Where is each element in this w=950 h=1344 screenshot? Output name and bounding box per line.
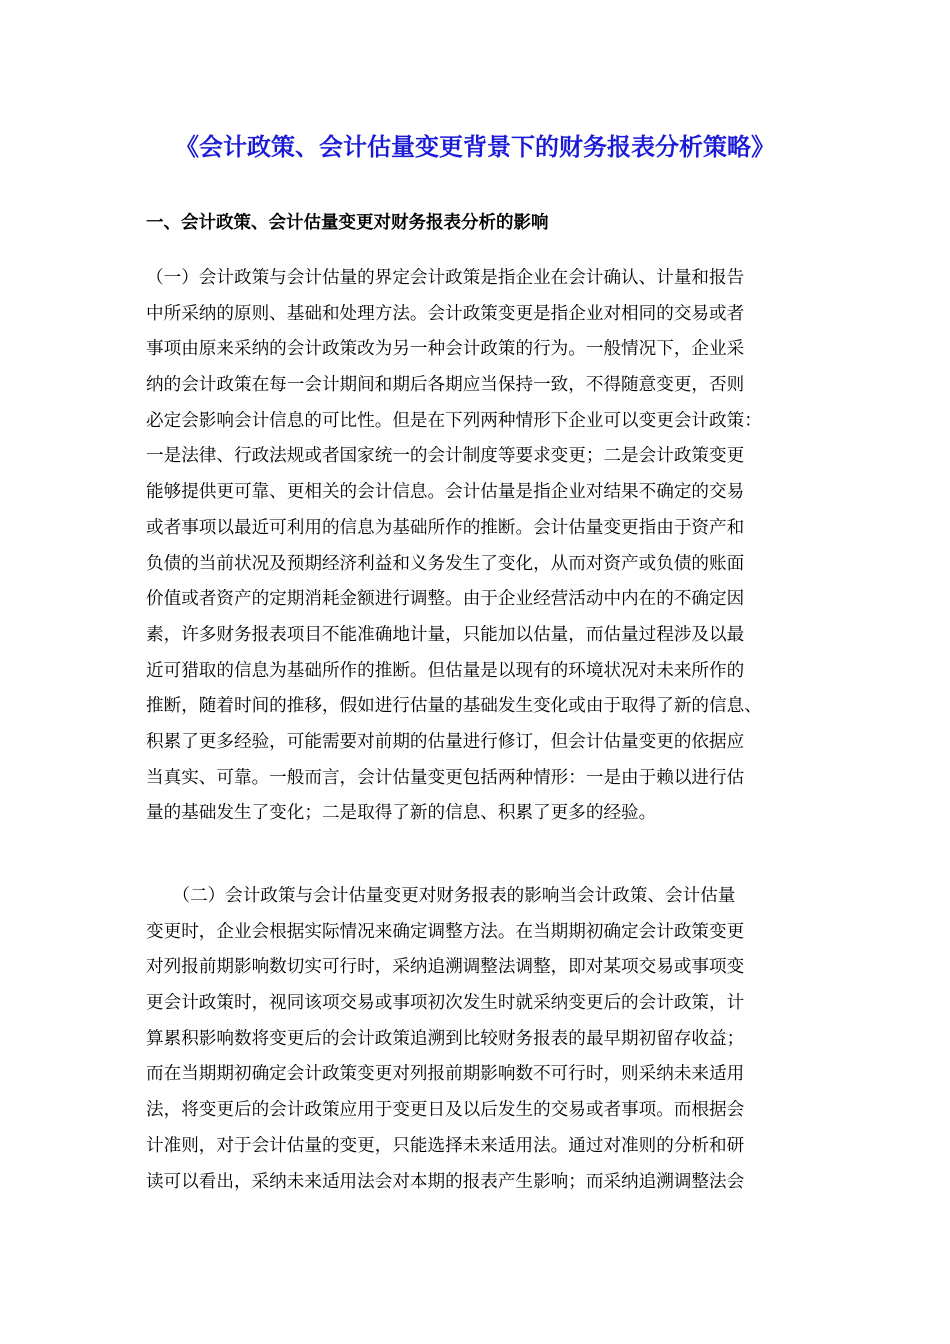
text-line: 近可猎取的信息为基础所作的推断。但估量是以现有的环境状况对未来所作的 (146, 660, 745, 681)
text-line: 对列报前期影响数切实可行时，采纳追溯调整法调整，即对某项交易或事项变 (146, 957, 745, 978)
text-line: 计准则，对于会计估量的变更，只能选择未来适用法。通过对准则的分析和研 (146, 1135, 745, 1156)
section-heading: 一、会计政策、会计估量变更对财务报表分析的影响 (146, 213, 549, 233)
text-line: 读可以看出，采纳未来适用法会对本期的报表产生影响；而采纳追溯调整法会 (146, 1171, 745, 1192)
text-line: 价值或者资产的定期消耗金额进行调整。由于企业经营活动中内在的不确定因 (146, 589, 745, 610)
text-line: 推断，随着时间的推移，假如进行估量的基础发生变化或由于取得了新的信息、 (146, 696, 762, 717)
text-line: 或者事项以最近可利用的信息为基础所作的推断。会计估量变更指由于资产和 (146, 517, 745, 538)
text-line: 更会计政策时，视同该项交易或事项初次发生时就采纳变更后的会计政策，计 (146, 993, 745, 1014)
text-line: 纳的会计政策在每一会计期间和期后各期应当保持一致，不得随意变更，否则 (146, 375, 745, 396)
text-line: （二）会计政策与会计估量变更对财务报表的影响当会计政策、会计估量 (146, 886, 736, 906)
text-line: 能够提供更可靠、更相关的会计信息。会计估量是指企业对结果不确定的交易 (146, 482, 745, 503)
text-line: 法，将变更后的会计政策应用于变更日及以后发生的交易或者事项。而根据会 (146, 1100, 745, 1121)
text-line: 算累积影响数将变更后的会计政策追溯到比较财务报表的最早期初留存收益； (146, 1028, 745, 1049)
text-line: 必定会影响会计信息的可比性。但是在下列两种情形下企业可以变更会计政策： (146, 410, 762, 431)
text-line: 素，许多财务报表项目不能准确地计量，只能加以估量，而估量过程涉及以最 (146, 624, 745, 645)
text-line: 变更时，企业会根据实际情况来确定调整方法。在当期期初确定会计政策变更 (146, 921, 745, 942)
text-line: 积累了更多经验，可能需要对前期的估量进行修订，但会计估量变更的依据应 (146, 731, 745, 752)
document-title: 《会计政策、会计估量变更背景下的财务报表分析策略》 (175, 132, 775, 161)
text-line: 一是法律、行政法规或者国家统一的会计制度等要求变更；二是会计政策变更 (146, 446, 745, 467)
text-line: 事项由原来采纳的会计政策改为另一种会计政策的行为。一般情况下，企业采 (146, 339, 745, 360)
text-line: 负债的当前状况及预期经济利益和义务发生了变化，从而对资产或负债的账面 (146, 553, 745, 574)
paragraph-1 (146, 261, 826, 832)
text-line: （一）会计政策与会计估量的界定会计政策是指企业在会计确认、计量和报告 (146, 268, 745, 288)
text-line: 而在当期期初确定会计政策变更对列报前期影响数不可行时，则采纳未来适用 (146, 1064, 745, 1085)
text-line: 中所采纳的原则、基础和处理方法。会计政策变更是指企业对相同的交易或者 (146, 303, 745, 324)
text-line: 量的基础发生了变化；二是取得了新的信息、积累了更多的经验。 (146, 803, 657, 824)
text-line: 当真实、可靠。一般而言，会计估量变更包括两种情形：一是由于赖以进行估 (146, 767, 745, 788)
paragraph-2 (146, 879, 826, 1200)
